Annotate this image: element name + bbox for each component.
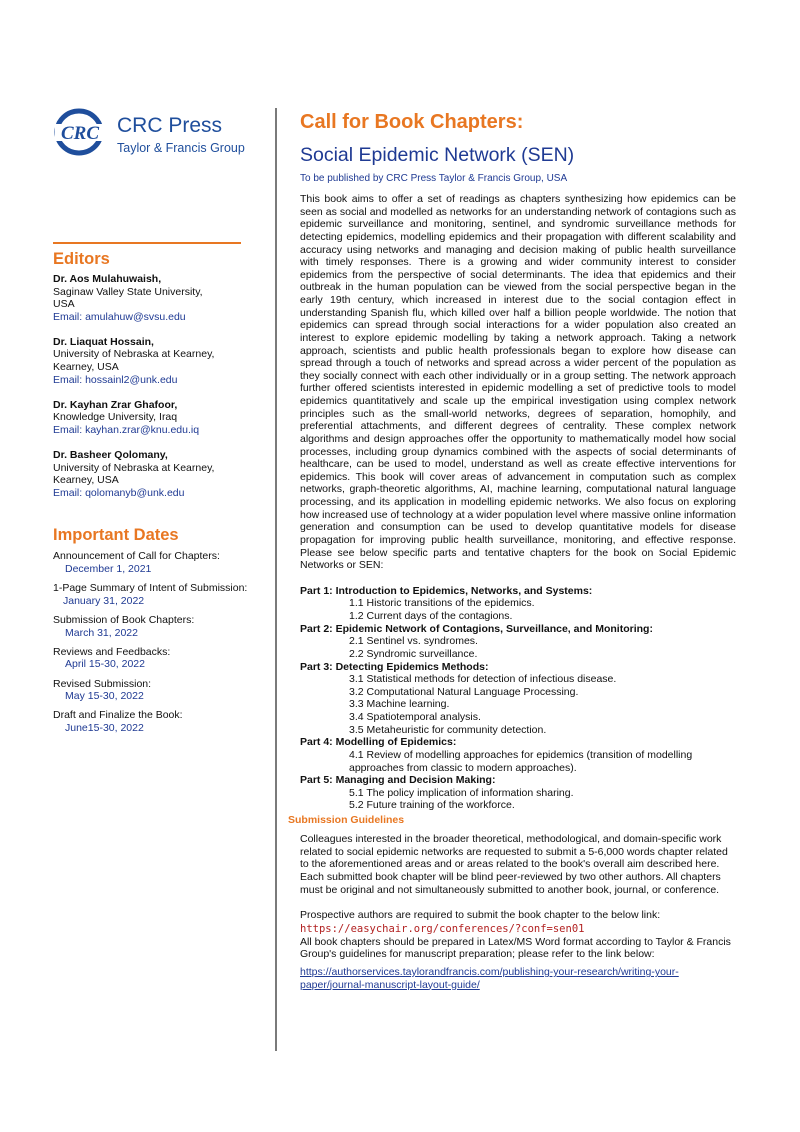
editor-entry — [53, 399, 253, 437]
editor-email[interactable]: Email: hossainl2@unk.edu — [53, 373, 178, 386]
chapter-item: 3.1 Statistical methods for detection of infectious disease. — [349, 673, 617, 686]
logo-name: CRC Press — [117, 114, 223, 137]
main-content — [288, 110, 737, 991]
editor-name: Dr. Aos Mulahuwaish, — [53, 273, 162, 285]
editor-name: Dr. Kayhan Zrar Ghafoor, — [53, 398, 178, 411]
chapter-item: 4.1 Review of modelling approaches for epidemics (transition of modelling approaches from classic to modern approaches). — [349, 748, 693, 774]
crc-press-logo — [53, 108, 253, 160]
easychair-link[interactable]: https://easychair.org/conferences/?conf=sen01 — [300, 922, 585, 935]
editor-email[interactable]: Email: amulahuw@svsu.edu — [53, 310, 186, 323]
date-label: Submission of Book Chapters: — [53, 613, 195, 626]
editor-name: Dr. Basheer Qolomany, — [53, 449, 168, 462]
editor-affiliation: University of Nebraska at Kearney, — [53, 348, 215, 361]
chapter-item: 3.4 Spatiotemporal analysis. — [349, 711, 481, 723]
section-divider — [53, 242, 241, 244]
editor-email[interactable]: Email: qolomanyb@unk.edu — [53, 486, 185, 499]
chapter-item: 1.2 Current days of the contagions. — [349, 610, 513, 622]
date-label: 1-Page Summary of Intent of Submission: — [53, 582, 248, 595]
chapter-item: 3.5 Metaheuristic for community detection. — [349, 723, 547, 736]
date-value: April 15-30, 2022 — [65, 658, 145, 671]
editor-affiliation: Kearney, USA — [53, 474, 119, 487]
editor-entry — [53, 273, 253, 323]
chapter-item: 5.1 The policy implication of information sharing. — [349, 786, 574, 799]
date-label: Revised Submission: — [53, 677, 152, 690]
call-title: Call for Book Chapters: — [300, 111, 524, 133]
guidelines-link[interactable]: https://authorservices.taylorandfrancis.com/publishing-your-research/writing-your-paper/journal-manuscript-layout-guide/ — [300, 966, 679, 991]
part-title: Part 3: Detecting Epidemics Methods: — [300, 660, 489, 673]
date-value: March 31, 2022 — [65, 626, 138, 639]
crc-logo-icon — [53, 108, 109, 156]
date-value: December 1, 2021 — [65, 563, 152, 575]
editor-entry — [53, 449, 253, 499]
chapter-item: 1.1 Historic transitions of the epidemics. — [349, 597, 535, 610]
date-value: January 31, 2022 — [63, 594, 145, 607]
chapter-item: 5.2 Future training of the workforce. — [349, 799, 515, 812]
chapter-item: 2.1 Sentinel vs. syndromes. — [349, 635, 478, 648]
editor-entry — [53, 336, 253, 386]
chapter-item: 3.2 Computational Natural Language Processing. — [349, 685, 579, 698]
editor-affiliation: Kearney, USA — [53, 361, 119, 374]
prospective-authors-text: Prospective authors are required to submit the book chapter to the below link: — [300, 909, 661, 922]
parts-list — [300, 585, 736, 812]
part-title: Part 2: Epidemic Network of Contagions, Surveillance, and Monitoring: — [300, 622, 653, 635]
date-value: May 15-30, 2022 — [65, 690, 144, 703]
logo-mark-text: CRC — [60, 123, 100, 144]
part-title: Part 1: Introduction to Epidemics, Networks, and Systems: — [300, 584, 593, 597]
chapter-item: 3.3 Machine learning. — [349, 698, 450, 711]
format-instructions: All book chapters should be prepared in Latex/MS Word format according to Taylor & Francis Group's guidelines for manuscript preparation; please refer to the link below: — [300, 935, 731, 961]
date-item — [53, 614, 253, 639]
date-item — [53, 646, 253, 671]
editor-email[interactable]: Email: kayhan.zrar@knu.edu.iq — [53, 423, 200, 436]
date-item — [53, 709, 253, 734]
important-dates-heading: Important Dates — [53, 526, 179, 545]
submission-paragraph: Colleagues interested in the broader theoretical, methodological, and domain-specific work related to social epidemic networks are requested to submit a 5-6,000 words chapter related to the aforementioned areas and or areas related to the book's overall aim described here. Each submitted book chapter will be blind peer-reviewed by two other authors. All chapters must be original and not simultaneously submitted to another book, journal, or conference. — [300, 833, 728, 896]
submission-guidelines-heading: Submission Guidelines — [288, 814, 405, 826]
editor-affiliation: USA — [53, 298, 75, 311]
editor-affiliation: University of Nebraska at Kearney, — [53, 461, 215, 474]
date-label: Draft and Finalize the Book: — [53, 709, 183, 722]
date-label: Reviews and Feedbacks: — [53, 645, 171, 658]
chapter-item: 2.2 Syndromic surveillance. — [349, 647, 478, 660]
sidebar — [53, 108, 253, 741]
editor-affiliation: Knowledge University, Iraq — [53, 411, 178, 424]
date-label: Announcement of Call for Chapters: — [53, 550, 220, 563]
date-item — [53, 550, 253, 575]
editors-heading: Editors — [53, 250, 110, 268]
editor-affiliation: Saginaw Valley State University, — [53, 285, 203, 298]
column-divider — [275, 108, 277, 1051]
part-title: Part 5: Managing and Decision Making: — [300, 774, 496, 787]
editor-name: Dr. Liaquat Hossain, — [53, 335, 154, 348]
book-title: Social Epidemic Network (SEN) — [300, 144, 575, 166]
abstract-paragraph: This book aims to offer a set of readings as chapters synthesizing how epidemics can be seen as social and modelled as networks for an understanding network of contagions such as epidemic surveillance and monitoring, sentinel, and syndromic surveillance methods for detecting epidemics, modelling epidemics and their propagation with different scalability and accuracy using networks and managing and decision making of public health surveillance with timely responses. There is a growing and wider community interest to consider epidemics from the perspective of social determinants. The idea that epidemics and their outbreak in the human population can be viewed from the social perspective began in the early 19th century, which increased in interest due to the social contagion effect in understanding Spanish flu, which killed over half a billion people worldwide. The notion that epidemics can spread through social interactions for a wider population also created an interest to explore epidemic modelling by taking a network approach. Taking a network approach, scientists and public health professionals began to explore how disease can spread through a touch of networks and spread across a wider percent of the population as they socially connect with each other individually or in a group setting. The network approach further offered scientists interested in epidemic modelling a set of predictive tools to model epidemics quantitatively and scale up the empirical investigation using complex network principles such as the small-world networks, degrees of separation, homophily, and preferential attachments, and different degrees of centrality. These complex network algorithms and design approaches offer the opportunity to mathematically model how social processes, including group dynamics combined with the aspects of social determinants of healthcare, can be used to model, understand as well as create effective interventions for epidemics. This book will cover areas of advancement in computation such as complex networks, graph-theoretic algorithms, AI, machine learning, computational natural language processing, and its application in modelling epidemic networks. We also focus on exploring how increased use of technology at a wider population level where massive online information generation and consumption can be used to develop quantitative models for disease propagation for improving public health surveillance, monitoring, and effective response. Please see below specific parts and tentative chapters for the book on Social Epidemic Networks or SEN: — [300, 193, 737, 572]
date-item — [53, 678, 253, 703]
part-title: Part 4: Modelling of Epidemics: — [300, 736, 457, 749]
date-item — [53, 582, 253, 607]
publisher-line: To be published by CRC Press Taylor & Francis Group, USA — [300, 173, 568, 184]
date-value: June15-30, 2022 — [65, 721, 144, 734]
logo-subtitle: Taylor & Francis Group — [117, 141, 245, 155]
